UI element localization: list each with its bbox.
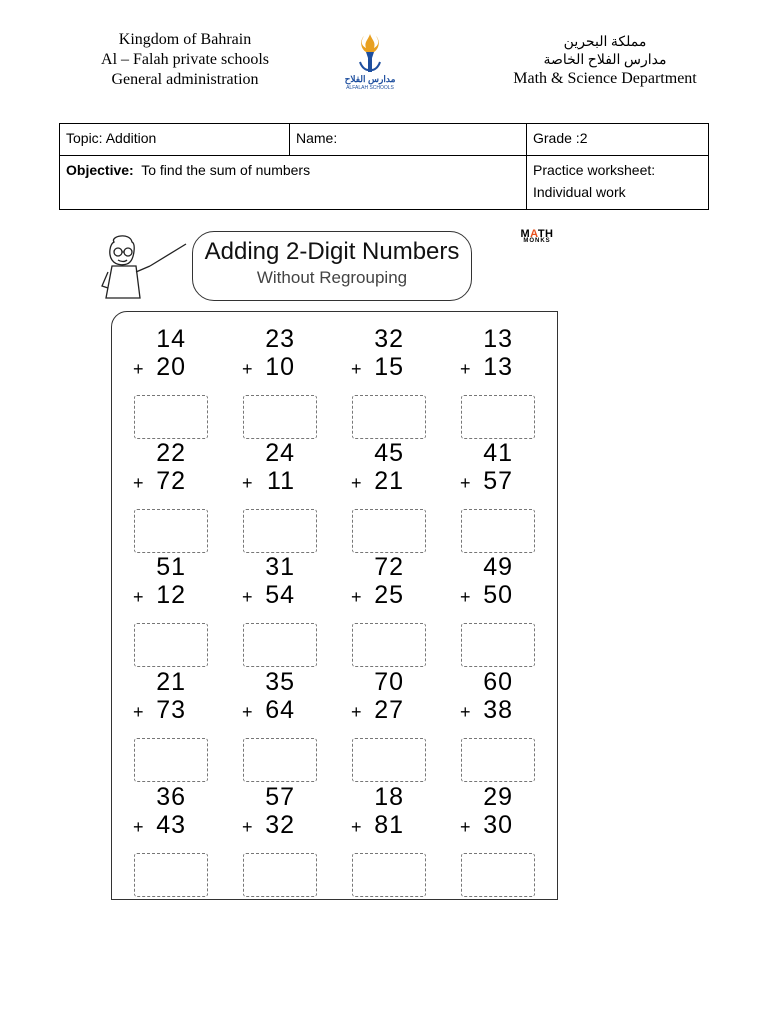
brand-letter-m: M <box>520 228 531 240</box>
answer-box[interactable] <box>461 853 535 897</box>
addend-bottom: 30 <box>483 811 513 839</box>
plus-sign: + <box>351 702 362 722</box>
addend-bottom: 21 <box>374 467 404 495</box>
addition-problem <box>221 553 311 663</box>
worksheet-subtitle: Without Regrouping <box>256 268 408 287</box>
answer-box[interactable] <box>243 738 317 782</box>
plus-sign: + <box>460 817 471 837</box>
plus-sign: + <box>460 473 471 493</box>
plus-sign: + <box>133 817 144 837</box>
worksheet-title-box <box>192 231 472 301</box>
answer-box[interactable] <box>243 853 317 897</box>
plus-sign: + <box>351 817 362 837</box>
answer-box[interactable] <box>134 509 208 553</box>
addend-top: 29 <box>483 783 513 811</box>
practice-line-2: Individual work <box>533 184 626 200</box>
addend-bottom: 50 <box>483 581 513 609</box>
addend-top: 21 <box>156 668 186 696</box>
header-arabic-country: مملكة البحرين <box>563 35 647 50</box>
brand-letter-a: A <box>530 228 538 240</box>
plus-sign: + <box>133 702 144 722</box>
grade-cell: Grade :2 <box>527 124 709 156</box>
addition-problem <box>221 668 311 778</box>
addend-bottom: 72 <box>156 467 186 495</box>
addend-top: 70 <box>374 668 404 696</box>
addition-problem <box>439 668 529 778</box>
brand-bottom-text: MONKS <box>523 238 551 244</box>
answer-box[interactable] <box>134 738 208 782</box>
addition-problem <box>221 783 311 893</box>
addition-problem <box>439 553 529 663</box>
worksheet-info-table <box>59 123 709 210</box>
addition-problem <box>112 553 202 663</box>
addend-top: 45 <box>374 439 404 467</box>
worksheet-title: Adding 2-Digit Numbers <box>204 238 460 265</box>
addition-problem <box>330 668 420 778</box>
addition-problem <box>330 325 420 435</box>
brand-letters-th: TH <box>537 228 554 240</box>
header-arabic-school: مدارس الفلاح الخاصة <box>543 53 667 68</box>
answer-box[interactable] <box>134 853 208 897</box>
answer-box[interactable] <box>461 738 535 782</box>
addend-bottom: 11 <box>267 467 295 495</box>
plus-sign: + <box>460 587 471 607</box>
answer-box[interactable] <box>243 509 317 553</box>
teacher-illustration <box>100 232 190 304</box>
addition-problem <box>330 783 420 893</box>
answer-box[interactable] <box>352 509 426 553</box>
addend-bottom: 25 <box>374 581 404 609</box>
answer-box[interactable] <box>461 623 535 667</box>
addend-top: 49 <box>483 553 513 581</box>
objective-label: Objective: <box>66 162 134 178</box>
addition-problem <box>439 325 529 435</box>
practice-line-1: Practice worksheet: <box>533 162 656 178</box>
addition-problem <box>112 439 202 549</box>
plus-sign: + <box>351 587 362 607</box>
objective-text: To find the sum of numbers <box>141 162 311 178</box>
addend-bottom: 27 <box>374 696 404 724</box>
plus-sign: + <box>133 473 144 493</box>
addend-top: 32 <box>374 325 404 353</box>
plus-sign: + <box>460 702 471 722</box>
addend-bottom: 38 <box>483 696 513 724</box>
plus-sign: + <box>351 473 362 493</box>
school-logo <box>330 32 410 94</box>
addend-bottom: 13 <box>483 353 513 381</box>
plus-sign: + <box>242 359 253 379</box>
addition-problem <box>112 325 202 435</box>
addition-problem <box>330 439 420 549</box>
answer-box[interactable] <box>243 623 317 667</box>
plus-sign: + <box>242 473 253 493</box>
addend-bottom: 20 <box>156 353 186 381</box>
plus-sign: + <box>242 817 253 837</box>
addend-top: 72 <box>374 553 404 581</box>
addend-bottom: 10 <box>265 353 295 381</box>
addend-bottom: 64 <box>265 696 295 724</box>
plus-sign: + <box>133 359 144 379</box>
addend-bottom: 54 <box>265 581 295 609</box>
name-cell: Name: <box>290 124 527 156</box>
answer-box[interactable] <box>461 395 535 439</box>
addition-problem <box>330 553 420 663</box>
addend-bottom: 57 <box>483 467 513 495</box>
answer-box[interactable] <box>352 395 426 439</box>
addend-top: 41 <box>483 439 513 467</box>
addend-top: 31 <box>265 553 295 581</box>
addend-top: 24 <box>265 439 295 467</box>
addend-bottom: 12 <box>156 581 186 609</box>
mathmonks-logo <box>514 228 560 244</box>
addend-top: 18 <box>374 783 404 811</box>
addition-problem <box>221 325 311 435</box>
addend-top: 60 <box>483 668 513 696</box>
addition-problem <box>112 668 202 778</box>
plus-sign: + <box>460 359 471 379</box>
addend-bottom: 43 <box>156 811 186 839</box>
logo-arabic-text: مدارس الفلاح <box>344 74 396 84</box>
addend-top: 51 <box>156 553 186 581</box>
practice-cell <box>527 156 709 210</box>
school-header-right <box>490 34 720 88</box>
addend-top: 35 <box>265 668 295 696</box>
addend-bottom: 15 <box>374 353 404 381</box>
addend-top: 22 <box>156 439 186 467</box>
header-line-school: Al – Falah private schools <box>101 51 269 68</box>
addend-top: 14 <box>156 325 186 353</box>
answer-box[interactable] <box>352 738 426 782</box>
answer-box[interactable] <box>243 395 317 439</box>
plus-sign: + <box>242 587 253 607</box>
objective-cell <box>60 156 527 210</box>
addend-top: 36 <box>156 783 186 811</box>
addition-problem <box>439 439 529 549</box>
plus-sign: + <box>351 359 362 379</box>
addend-bottom: 73 <box>156 696 186 724</box>
school-header-left <box>60 30 310 90</box>
teacher-icon <box>100 232 190 304</box>
answer-box[interactable] <box>134 395 208 439</box>
addend-top: 23 <box>265 325 295 353</box>
topic-cell: Topic: Addition <box>60 124 290 156</box>
addend-bottom: 32 <box>265 811 295 839</box>
addend-top: 57 <box>265 783 295 811</box>
logo-english-text: ALFALAH SCHOOLS <box>346 85 394 91</box>
addition-problem <box>439 783 529 893</box>
answer-box[interactable] <box>352 853 426 897</box>
plus-sign: + <box>133 587 144 607</box>
addition-problem <box>221 439 311 549</box>
addition-problem <box>112 783 202 893</box>
answer-box[interactable] <box>352 623 426 667</box>
plus-sign: + <box>242 702 253 722</box>
header-line-admin: General administration <box>111 71 259 88</box>
addend-bottom: 81 <box>374 811 404 839</box>
answer-box[interactable] <box>134 623 208 667</box>
addend-top: 13 <box>483 325 513 353</box>
header-department: Math & Science Department <box>513 70 697 87</box>
header-line-country: Kingdom of Bahrain <box>118 31 252 48</box>
answer-box[interactable] <box>461 509 535 553</box>
